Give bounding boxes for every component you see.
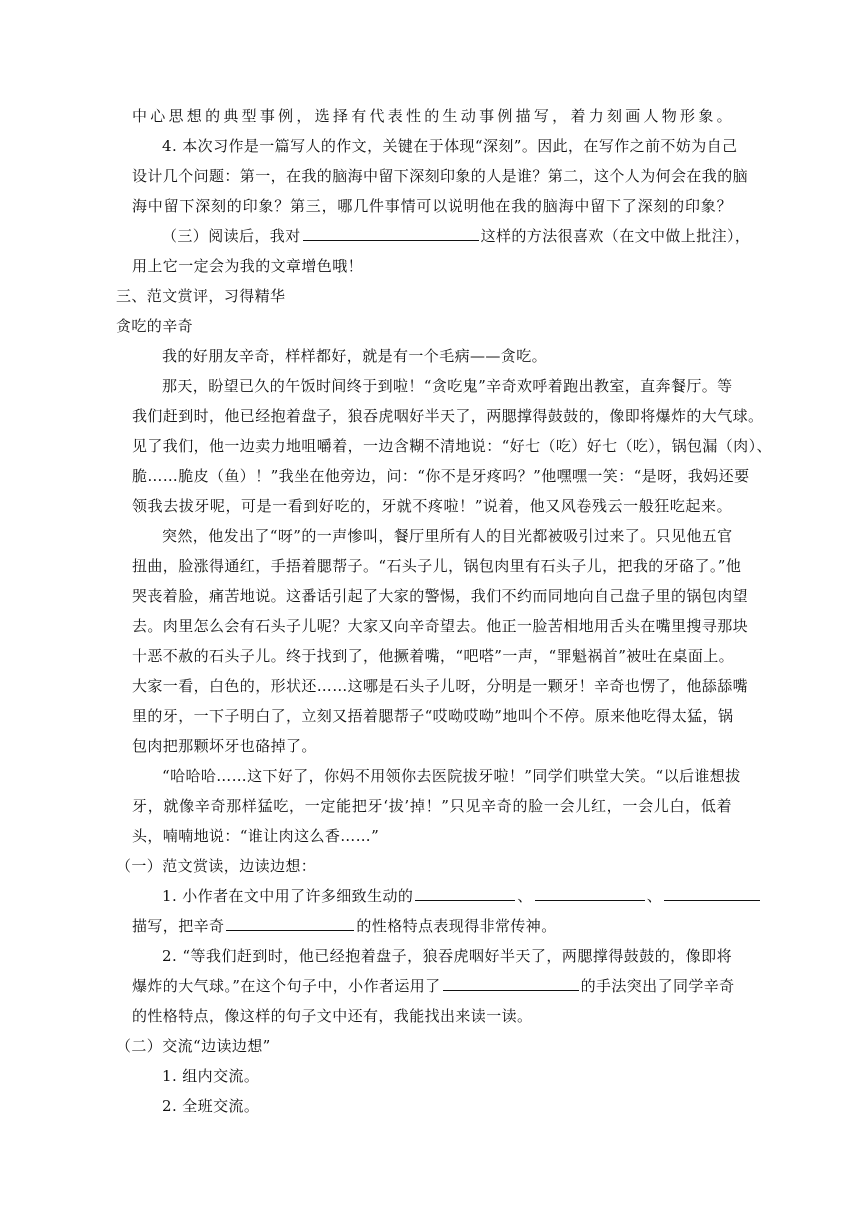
question-line — [132, 916, 732, 936]
text-segment: 这样的方法很喜欢（在文中做上批注）， — [480, 227, 751, 245]
text-line-with-blank — [162, 226, 751, 246]
text-line: 扭曲，脸涨得通红，手捂着腮帮子。“石头子儿，锅包肉里有石头子儿，把我的牙硌了。”他 — [132, 557, 742, 575]
text-line: 包肉把那颗坏牙也硌掉了。 — [132, 737, 317, 755]
fill-blank[interactable] — [303, 226, 479, 241]
fill-blank[interactable] — [664, 886, 760, 901]
fill-blank[interactable] — [535, 886, 645, 901]
text-line: 头，喃喃地说：“谁让肉这么香……” — [132, 827, 380, 845]
text-segment: 爆炸的大气球。”在这个句子中，小作者运用了 — [132, 977, 441, 995]
text-line: 2. “等我们赶到时，他已经抱着盘子，狼吞虎咽好半天了，两腮撑得鼓鼓的，像即将 — [162, 947, 732, 965]
text-line: 我们赶到时，他已经抱着盘子，狼吞虎咽好半天了，两腮撑得鼓鼓的，像即将爆炸的大气球。 — [132, 407, 764, 425]
text-line: 中心思想的典型事例，选择有代表性的生动事例描写，着力刻画人物形象。 — [132, 107, 732, 125]
text-line: 里的牙，一下子明白了，立刻又捂着腮帮子“哎呦哎呦”地叫个不停。原来他吃得太猛，锅 — [132, 707, 734, 725]
text-segment: 的手法突出了同学辛奇 — [580, 977, 735, 995]
fill-blank[interactable] — [443, 976, 579, 991]
text-line: 大家一看，白色的，形状还……这哪是石头子儿呀，分明是一颗牙！辛奇也愣了，他舔舔嘴 — [132, 677, 749, 695]
text-segment: （三）阅读后，我对 — [162, 227, 301, 245]
text-segment: 、 — [517, 887, 533, 905]
text-segment: 的性格特点表现得非常传神。 — [356, 917, 557, 935]
essay-title: 贪吃的辛奇 — [116, 317, 194, 335]
text-line: 1. 组内交流。 — [162, 1067, 260, 1085]
text-line: 哭丧着脸，痛苦地说。这番话引起了大家的警惕，我们不约而同地向自己盘子里的锅包肉望 — [132, 587, 749, 605]
question-line — [132, 976, 735, 996]
text-line: 我的好朋友辛奇，样样都好，就是有一个毛病——贪吃。 — [162, 347, 548, 365]
subsection-heading: （一）范文赏读，边读边想： — [116, 857, 317, 875]
text-segment: 、 — [646, 887, 663, 905]
text-line: 那天，盼望已久的午饭时间终于到啦！“贪吃鬼”辛奇欢呼着跑出教室，直奔餐厅。等 — [162, 377, 733, 395]
question-line — [162, 886, 732, 906]
text-line: 海中留下深刻的印象？第三，哪几件事情可以说明他在我的脑海中留下了深刻的印象？ — [132, 197, 732, 215]
text-line: 突然，他发出了“呀”的一声惨叫，餐厅里所有人的目光都被吸引过来了。只见他五官 — [162, 527, 733, 545]
text-line: 牙，就像辛奇那样猛吃，一定能把牙‘拔’掉！”只见辛奇的脸一会儿红，一会儿白，低着 — [132, 797, 732, 815]
text-line: 领我去拔牙呢，可是一看到好吃的，牙就不疼啦！”说着，他又风卷残云一般狂吃起来。 — [132, 497, 732, 515]
text-line: “哈哈哈……这下好了，你妈不用领你去医院拔牙啦！”同学们哄堂大笑。“以后谁想拔 — [162, 767, 741, 785]
text-line: 脆……脆皮（鱼）！”我坐在他旁边，问：“你不是牙疼吗？”他嘿嘿一笑：“是呀，我妈还要 — [132, 467, 750, 485]
subsection-heading: （二）交流“边读边想” — [116, 1037, 271, 1055]
fill-blank[interactable] — [415, 886, 515, 901]
text-line: 2. 全班交流。 — [162, 1097, 260, 1115]
text-segment: 描写，把辛奇 — [132, 917, 225, 935]
text-line: 用上它一定会为我的文章增色哦！ — [132, 257, 364, 275]
text-line: 去。肉里怎么会有石头子儿呢？大家又向辛奇望去。他正一脸苦相地用舌头在嘴里搜寻那块 — [132, 617, 749, 635]
text-segment: 1. 小作者在文中用了许多细致生动的 — [162, 887, 414, 905]
text-line: 的性格特点，像这样的句子文中还有，我能找出来读一读。 — [132, 1007, 533, 1025]
section-heading: 三、范文赏评，习得精华 — [116, 287, 286, 305]
text-line: 设计几个问题：第一，在我的脑海中留下深刻印象的人是谁？第二，这个人为何会在我的脑 — [132, 167, 749, 185]
text-line: 十恶不赦的石头子儿。终于找到了，他撅着嘴，“吧嗒”一声，“罪魁祸首”被吐在桌面上。 — [132, 647, 735, 665]
text-line: 见了我们，他一边卖力地咀嚼着，一边含糊不清地说：“好七（吃）好七（吃），锅包漏（肉）、 — [132, 437, 772, 455]
text-line: 4. 本次习作是一篇写人的作文，关键在于体现“深刻”。因此，在写作之前不妨为自己 — [162, 137, 738, 155]
fill-blank[interactable] — [226, 916, 354, 931]
